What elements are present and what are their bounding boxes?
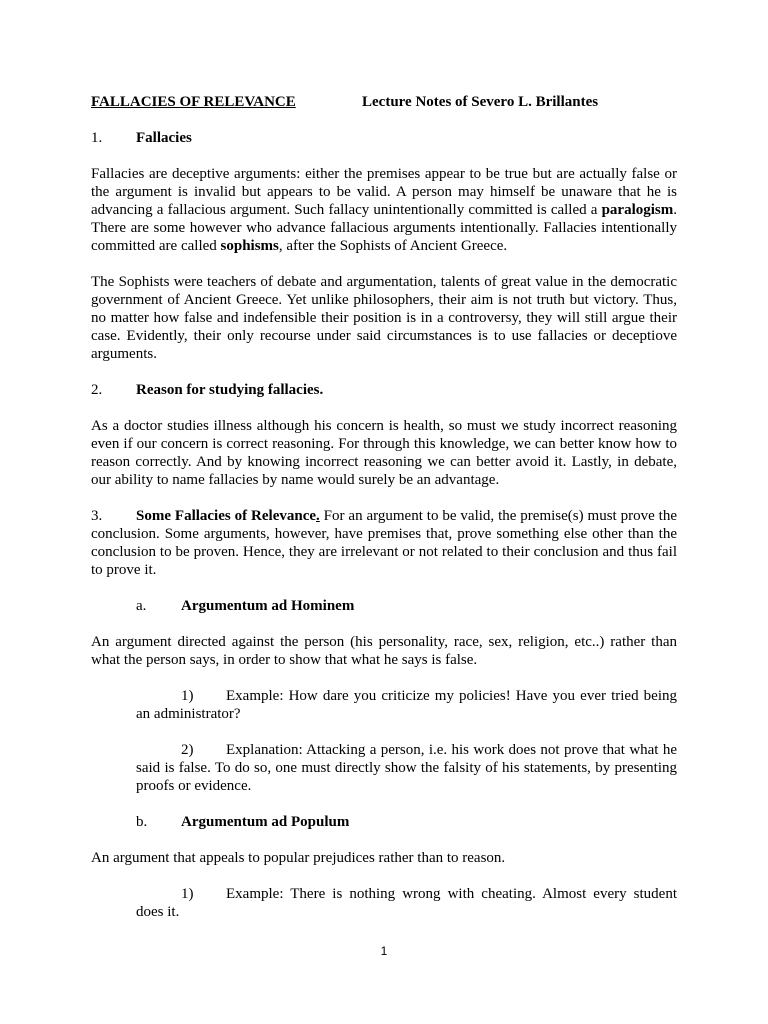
sub-b-title: Argumentum ad Populum (181, 814, 350, 830)
sub-a-letter: a. (136, 598, 147, 614)
sub-a-title: Argumentum ad Hominem (181, 598, 355, 614)
item-number: 1) (181, 886, 194, 902)
item-text: Explanation: Attacking a person, i.e. his work does not prove that what he said is false. To do so, one must directly show the falsity of his statements, by presenting proofs or evidence. (136, 742, 677, 794)
text-run: . There are some however who advance fallacious arguments intentionally. Fallacies intentionally committed are called (91, 202, 677, 254)
item-number: 1) (181, 688, 194, 704)
author-note: Lecture Notes of Severo L. Brillantes (362, 94, 599, 110)
sub-a-heading (91, 597, 677, 615)
section-2-heading (91, 381, 677, 399)
sub-b-letter: b. (136, 814, 148, 830)
section-1-paragraph-1 (91, 165, 677, 255)
section-2-title: Reason for studying fallacies. (136, 382, 324, 398)
term-paralogism: paralogism (601, 202, 674, 218)
item-text: Example: There is nothing wrong with cheating. Almost every student does it. (136, 886, 677, 920)
sub-b-heading (91, 813, 677, 831)
text-run: Fallacies are deceptive arguments: either the premises appear to be true but are actually false or the argument is invalid but appears to be valid. A person may himself be unaware that he is advancing a fallacious argument. Such fallacy unintentionally committed is called a (91, 166, 677, 218)
section-3-number: 3. (91, 508, 103, 524)
item-number: 2) (181, 742, 194, 758)
section-2-number: 2. (91, 382, 103, 398)
section-3-text: For an argument to be valid, the premise(s) must prove the conclusion. Some arguments, however, have premises that, prove something else other than the conclusion to be proven. Hence, they are irrelevant or not related to their conclusion and thus fail to prove it. (91, 508, 677, 578)
item-text: Example: How dare you criticize my policies! Have you ever tried being an administrator? (136, 688, 677, 722)
sub-a-item-1 (136, 687, 677, 723)
sub-b-definition: An argument that appeals to popular prejudices rather than to reason. (91, 850, 506, 866)
section-1-heading (91, 129, 677, 147)
document-title: FALLACIES OF RELEVANCE (91, 94, 296, 110)
section-1-title: Fallacies (136, 130, 192, 146)
sub-a-item-2 (136, 741, 677, 795)
sub-a-definition: An argument directed against the person (his personality, race, sex, religion, etc..) rather than what the person says, in order to show that what he says is false. (91, 634, 677, 668)
title-row (91, 93, 677, 111)
text-run: , after the Sophists of Ancient Greece. (278, 238, 508, 254)
section-1-paragraph-2: The Sophists were teachers of debate and argumentation, talents of great value in the democratic government of Ancient Greece. Yet unlike philosophers, their aim is not truth but victory. Thus, no matter how false and indefensible their position is in a controversy, they will still argue their case. Evidently, their only recourse under said circumstances is to use fallacies or deceptiove arguments. (91, 274, 677, 362)
page-number: 1 (380, 944, 388, 958)
document-page (91, 93, 677, 921)
section-3-paragraph (91, 507, 677, 579)
sub-b-item-1 (136, 885, 677, 921)
section-1-number: 1. (91, 130, 103, 146)
section-2-paragraph: As a doctor studies illness although his concern is health, so must we study incorrect reasoning even if our concern is correct reasoning. For through this knowledge, we can better know how to reason correctly. And by knowing incorrect reasoning we can better avoid it. Lastly, in debate, our ability to name fallacies by name would surely be an advantage. (91, 418, 677, 488)
section-3-title: Some Fallacies of Relevance (136, 508, 317, 524)
section-3-title-punct: . (316, 508, 320, 524)
term-sophisms: sophisms (220, 238, 279, 254)
